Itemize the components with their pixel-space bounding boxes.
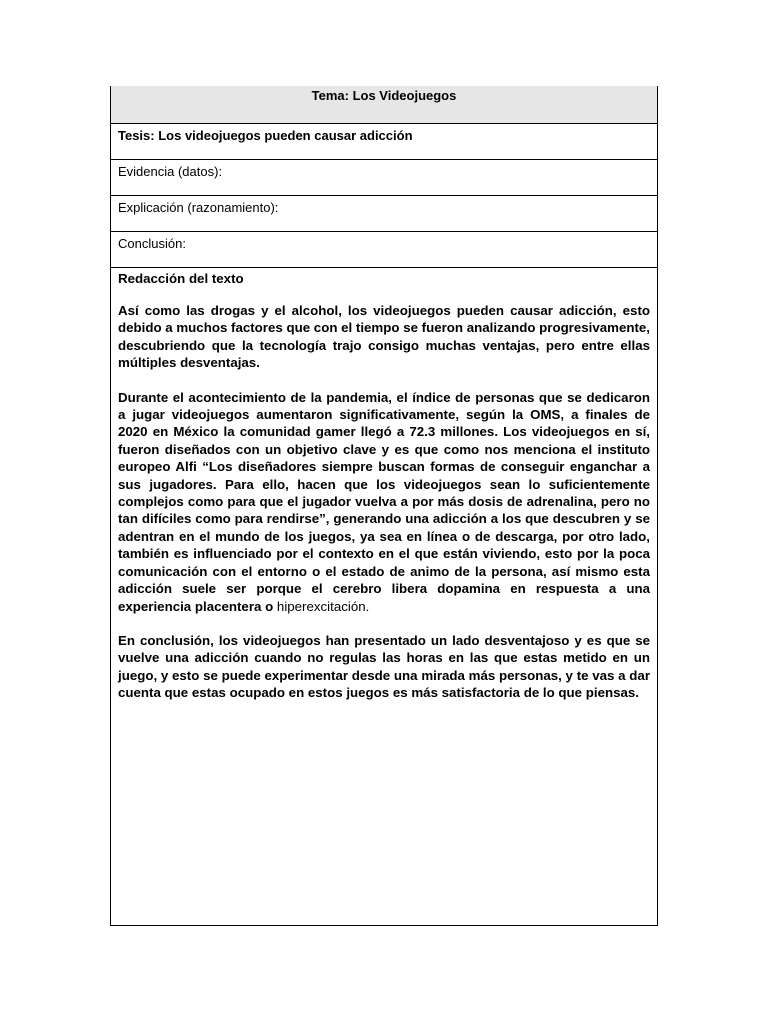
essay-cell bbox=[111, 268, 657, 702]
topic-title: Tema: Los Videojuegos bbox=[111, 86, 657, 124]
evidence-row: Evidencia (datos): bbox=[111, 160, 657, 196]
topic-table bbox=[110, 86, 658, 926]
essay-paragraph-2-text: Durante el acontecimiento de la pandemia, el índice de personas que se dedicaron a jugar videojuegos aumentaron significativamente, según la OMS, a finales de 2020 en México la comunidad gamer llegó a 72.3 millones. Los videojuegos en sí, fueron diseñados con un objetivo clave y es que como nos menciona el instituto europeo Alfi “Los diseñadores siempre buscan formas de conseguir enganchar a sus jugadores. Para ello, hacen que los videojuegos sean lo suficientemente complejos como para que el jugador vuelva a por más dosis de adrenalina, pero no tan difíciles como para rendirse”, generando una adicción a los que descubren y se adentran en el mundo de los juegos, ya sea en línea o de descarga, por otro lado, también es influenciado por el contexto en el que están viviendo, esto por la poca comunicación con el entorno o el estado de animo de la persona, así mismo esta adicción suele ser porque el cerebro libera dopamina en respuesta a una experiencia placentera o bbox=[118, 389, 650, 614]
essay-heading: Redacción del texto bbox=[118, 271, 244, 286]
essay-paragraph-2 bbox=[118, 389, 650, 615]
explanation-row: Explicación (razonamiento): bbox=[111, 196, 657, 232]
essay-paragraph-3: En conclusión, los videojuegos han presentado un lado desventajoso y es que se vuelve una adicción cuando no regulas las horas en las que estas metido en un juego, y esto se puede experimentar desde una mirada más personas, y te vas a dar cuenta que estas ocupado en estos juegos es más satisfactoria de lo que piensas. bbox=[118, 632, 650, 701]
conclusion-row: Conclusión: bbox=[111, 232, 657, 268]
essay-paragraph-2-tail: hiperexcitación. bbox=[276, 598, 370, 614]
thesis-row: Tesis: Los videojuegos pueden causar adicción bbox=[111, 124, 657, 160]
essay-paragraph-1: Así como las drogas y el alcohol, los videojuegos pueden causar adicción, esto debido a muchos factores que con el tiempo se fueron analizando progresivamente, descubriendo que la tecnología trajo consigo muchas ventajas, pero entre ellas múltiples desventajas. bbox=[118, 303, 650, 371]
